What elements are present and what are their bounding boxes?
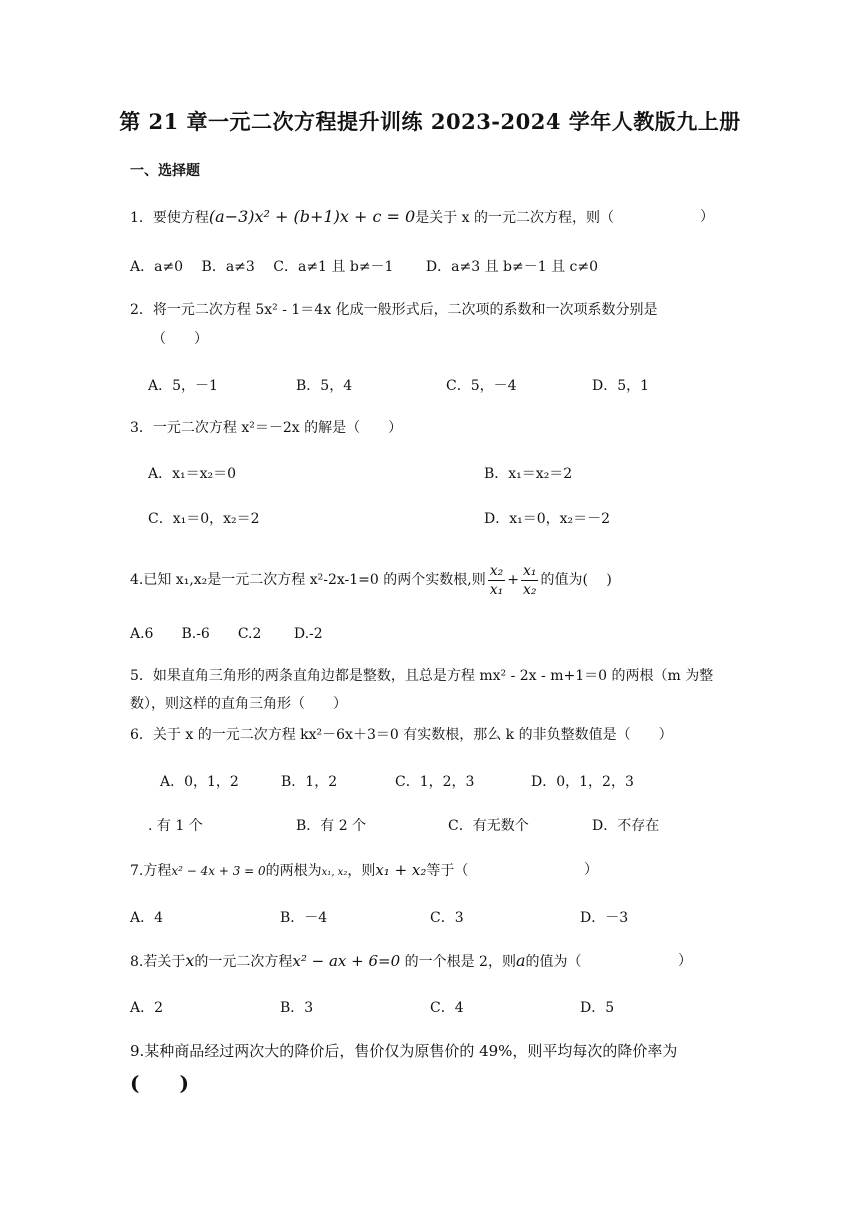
- question-5-line2: 数），则这样的直角三角形（ ）: [130, 696, 347, 712]
- q1-tail: 是关于 x 的一元二次方程，则（: [415, 210, 614, 226]
- question-2: 2．将一元二次方程 5x² - 1＝4x 化成一般形式后，二次项的系数和一次项系数分别是: [130, 302, 658, 318]
- q5-option-c: C．有无数个: [448, 818, 529, 834]
- q8-suffix: 的值为（: [525, 954, 582, 970]
- question-1: [130, 207, 614, 228]
- question-9: 9.某种商品经过两次大的降价后，售价仅为原售价的 49%，则平均每次的降价率为: [130, 1042, 678, 1060]
- q9-paren: ( ): [130, 1071, 189, 1095]
- q8-option-d: D．5: [580, 1000, 615, 1016]
- q4-fraction-1: [488, 562, 506, 599]
- q3-option-a: A．x₁＝x₂＝0: [148, 466, 237, 482]
- q7-option-b: B．－4: [280, 910, 328, 926]
- q6-option-d: D．0，1，2，3: [531, 774, 634, 790]
- q7-sum: x₁ + x₂: [375, 861, 427, 879]
- q6-option-b: B．1，2: [281, 774, 338, 790]
- q6-option-a: A．0，1，2: [160, 774, 239, 790]
- q4-f1-denominator: x₁: [489, 581, 504, 598]
- q5-option-a: . 有 1 个: [148, 818, 203, 834]
- question-5-line1: 5．如果直角三角形的两条直角边都是整数，且总是方程 mx² - 2x - m+1＝0 的两根（m 为整: [130, 668, 714, 684]
- question-4: [130, 558, 612, 602]
- q1-close-paren: ）: [700, 209, 714, 225]
- q7-suffix: 等于（: [426, 863, 469, 879]
- q2-paren: （ ）: [152, 331, 208, 347]
- q8-mid: 的一元二次方程: [194, 954, 293, 970]
- q4-f1-numerator: x₂: [489, 562, 504, 579]
- q3-option-b: B．x₁＝x₂＝2: [484, 466, 573, 482]
- q8-close-paren: ）: [678, 953, 692, 969]
- q2-option-c: C．5，－4: [446, 378, 517, 394]
- q4-options: A.6 B.-6 C.2 D.-2: [130, 626, 323, 642]
- q3-option-d: D．x₁＝0，x₂＝－2: [484, 511, 611, 527]
- page-title: 第 21 章一元二次方程提升训练 2023-2024 学年人教版九上册: [119, 109, 741, 134]
- q8-equation: x² − ax + 6=0: [292, 952, 401, 970]
- q8-a: a: [515, 951, 526, 970]
- q2-option-b: B．5，4: [296, 378, 353, 394]
- q3-option-c: C．x₁＝0，x₂＝2: [148, 511, 260, 527]
- question-6: 6．关于 x 的一元二次方程 kx²－6x＋3＝0 有实数根，那么 k 的非负整数值是（ ）: [130, 727, 673, 743]
- q4-f2-denominator: x₂: [522, 581, 537, 598]
- q7-equation: x² − 4x + 3 = 0: [171, 864, 266, 878]
- q7-option-a: A．4: [130, 910, 164, 926]
- q8-prefix: 8.若关于: [130, 954, 186, 970]
- section-heading: 一、选择题: [130, 163, 200, 179]
- q7-roots: x₁, x₂: [321, 867, 348, 878]
- q7-mid: 的两根为: [265, 863, 322, 879]
- q4-f2-numerator: x₁: [522, 562, 537, 579]
- q7-option-d: D．－3: [580, 910, 629, 926]
- q1-equation: (a−3)x² + (b+1)x + c = 0: [208, 207, 416, 226]
- q5-option-d: D．不存在: [592, 818, 660, 834]
- question-7: [130, 860, 468, 883]
- q4-fraction-2: [521, 562, 539, 599]
- q5-option-b: B．有 2 个: [296, 818, 367, 834]
- q2-option-d: D．5，1: [592, 378, 650, 394]
- q1-options: A．a≠0 B．a≠3 C．a≠1 且 b≠－1 D．a≠3 且 b≠－1 且 c≠0: [130, 259, 599, 275]
- q7-close-paren: ）: [584, 862, 598, 878]
- q8-option-a: A．2: [130, 1000, 164, 1016]
- q4-plus: +: [507, 572, 519, 588]
- q2-option-a: A．5，－1: [148, 378, 218, 394]
- q4-prefix: 4.已知 x₁,x₂是一元二次方程 x²-2x-1=0 的两个实数根,则: [130, 572, 486, 588]
- q4-suffix: 的值为( ): [540, 572, 612, 588]
- q7-mid2: ，则: [347, 863, 376, 879]
- question-8: [130, 951, 582, 972]
- q7-prefix: 7.方程: [130, 863, 172, 879]
- q8-option-b: B．3: [280, 1000, 314, 1016]
- q8-x: x: [185, 951, 195, 970]
- q1-number: 1．要使方程: [130, 210, 209, 226]
- q8-mid2: 的一个根是 2，则: [404, 954, 516, 970]
- q6-option-c: C．1，2，3: [395, 774, 475, 790]
- q7-option-c: C．3: [430, 910, 464, 926]
- q8-option-c: C．4: [430, 1000, 464, 1016]
- question-3: 3．一元二次方程 x²＝－2x 的解是（ ）: [130, 420, 403, 436]
